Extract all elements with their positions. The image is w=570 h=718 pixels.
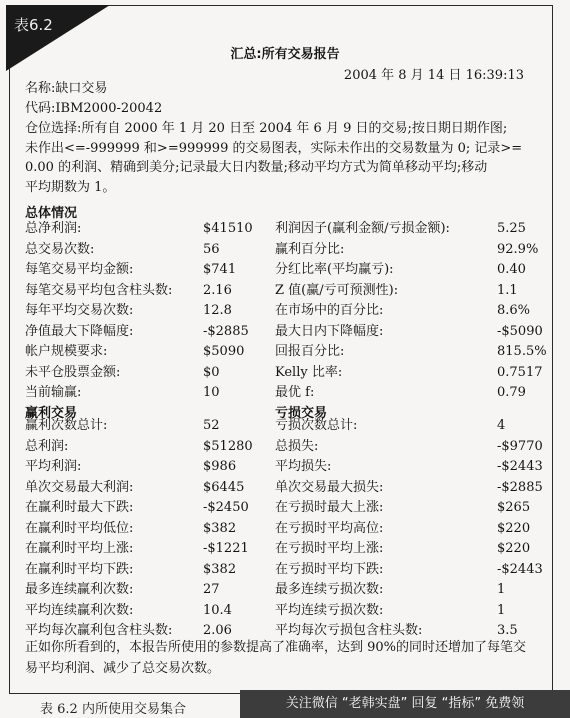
stat-row — [25, 580, 275, 601]
stat-value: -$5090 — [497, 323, 543, 339]
stat-value: 56 — [203, 241, 220, 257]
stat-row — [25, 363, 275, 384]
stat-label: 在亏损时平均上涨: — [275, 541, 384, 556]
stat-row — [275, 560, 545, 581]
stat-row — [275, 301, 545, 322]
stat-row — [275, 580, 545, 601]
stat-label: 当前输赢: — [25, 385, 82, 400]
stat-row — [25, 301, 275, 322]
stat-value: 8.6% — [497, 303, 531, 318]
stat-label: 最多连续赢利次数: — [25, 582, 134, 597]
stat-row — [275, 383, 545, 404]
stat-row — [275, 281, 545, 302]
stat-label: 在赢利时平均上涨: — [25, 541, 134, 556]
stat-value: 10 — [203, 385, 220, 400]
stat-row — [25, 416, 275, 437]
stat-value: $51280 — [203, 438, 253, 454]
winning-section-title: 赢利交易 — [25, 406, 78, 421]
stat-label: 未平仓股票金额: — [25, 364, 121, 380]
overall-section-title: 总体情况 — [25, 206, 78, 221]
selection-text — [25, 119, 530, 197]
stat-row — [275, 539, 545, 560]
stat-row — [25, 260, 275, 281]
stat-value: 10.4 — [203, 602, 232, 618]
stat-label: 平均每次赢利包含柱头数: — [25, 623, 173, 638]
winning-list — [25, 416, 275, 642]
stat-value: 2.06 — [203, 623, 232, 638]
report-meta — [25, 79, 530, 197]
overall-left-list — [25, 219, 275, 404]
stat-label: 在赢利时平均下跌: — [25, 561, 134, 577]
stat-value: -$2885 — [203, 323, 249, 339]
stat-value: $0 — [203, 364, 220, 380]
stat-value: -$9770 — [497, 438, 543, 454]
stat-row — [25, 498, 275, 519]
losing-list — [275, 416, 545, 642]
stat-value: $741 — [203, 262, 237, 277]
selection-line: 0.00 的利润、精确到美分;记录最大日内数量;移动平均方式为简单移动平均;移动 — [25, 160, 488, 175]
stat-label: 平均利润: — [25, 459, 82, 474]
stat-value: 1.1 — [497, 282, 518, 298]
losing-section-title: 亏损交易 — [275, 406, 328, 421]
stat-label: 利润因子(赢利金额/亏损金额): — [275, 221, 450, 236]
stat-label: 单次交易最大利润: — [25, 479, 134, 495]
stat-row — [275, 342, 545, 363]
stat-row — [275, 416, 545, 437]
stat-value: 5.25 — [497, 221, 526, 236]
stat-row — [275, 478, 545, 499]
stat-label: 回报百分比: — [275, 344, 345, 359]
stat-label: 赢利次数总计: — [25, 418, 108, 433]
stat-label: 在亏损时平均高位: — [275, 520, 384, 536]
stat-label: 帐户规模要求: — [25, 344, 108, 359]
stat-label: 平均每次亏损包含柱头数: — [275, 623, 423, 638]
stat-row — [275, 498, 545, 519]
stat-value: -$2450 — [203, 500, 249, 515]
stat-row — [25, 437, 275, 458]
stat-label: 分红比率(平均赢亏): — [275, 262, 394, 277]
stat-label: 在赢利时最大下跌: — [25, 500, 134, 515]
stat-label: 在亏损时平均下跌: — [275, 561, 384, 577]
stat-label: 每年平均交易次数: — [25, 303, 134, 318]
stat-value: $220 — [497, 541, 531, 556]
stat-row — [25, 219, 275, 240]
stat-label: 每笔交易平均包含柱头数: — [25, 282, 173, 298]
stat-label: 平均损失: — [275, 459, 332, 474]
stat-value: 0.79 — [497, 385, 526, 400]
stat-label: 总损失: — [275, 438, 319, 454]
stat-row — [25, 322, 275, 343]
stat-label: 亏损次数总计: — [275, 418, 358, 433]
stat-value: 0.7517 — [497, 364, 543, 380]
stat-value: -$2443 — [497, 561, 543, 577]
overall-right-list — [275, 219, 545, 404]
stat-value: -$1221 — [203, 541, 249, 556]
stat-value: 1 — [497, 582, 506, 597]
stat-value: $382 — [203, 520, 237, 536]
selection-line: 未作出<=-999999 和>=999999 的交易图表，实际未作出的交易数量为 0; 记录>= — [25, 140, 523, 156]
stat-row — [275, 437, 545, 458]
stat-row — [25, 383, 275, 404]
stat-row — [25, 560, 275, 581]
stat-label: 总净利润: — [25, 221, 82, 236]
stat-label: 在亏损时最大上涨: — [275, 500, 384, 515]
stat-label: 赢利百分比: — [275, 241, 345, 257]
stat-label: Kelly 比率: — [275, 364, 343, 380]
table-number: 表6.2 — [14, 16, 53, 34]
selection-line: 平均期数为 1。 — [25, 179, 116, 195]
stat-value: -$2885 — [497, 479, 543, 495]
stat-row — [25, 457, 275, 478]
stat-label: 在赢利时平均低位: — [25, 520, 134, 536]
code-line: 代码:IBM2000-20042 — [25, 101, 163, 116]
promo-banner: 关注微信 “老韩实盘” 回复 “指标” 免费领 — [240, 690, 570, 718]
stat-label: 平均连续赢利次数: — [25, 602, 134, 618]
selection-line: 仓位选择:所有自 2000 年 1 月 20 日至 2004 年 6 月 9 日的交易;按日期日期作图; — [25, 121, 508, 136]
stat-value: 4 — [497, 418, 506, 433]
stat-value: $41510 — [203, 221, 253, 236]
stat-row — [275, 519, 545, 540]
report-datetime: 2004 年 8 月 14 日 16:39:13 — [343, 68, 524, 83]
stat-label: 最优 f: — [275, 385, 315, 400]
stat-row — [275, 322, 545, 343]
stat-value: $220 — [497, 520, 531, 536]
stat-row — [275, 457, 545, 478]
stat-value: 3.5 — [497, 623, 518, 638]
stat-label: 在市场中的百分比: — [275, 303, 384, 318]
report-title: 汇总:所有交易报告 — [230, 47, 340, 62]
stat-label: 最多连续亏损次数: — [275, 582, 384, 597]
stat-value: $986 — [203, 459, 237, 474]
stat-value: 52 — [203, 418, 220, 433]
footer-caption: 表 6.2 内所使用交易集合 — [40, 702, 186, 717]
stat-row — [275, 601, 545, 622]
name-line: 名称:缺口交易 — [25, 81, 108, 96]
stat-row — [25, 601, 275, 622]
stat-label: 每笔交易平均金额: — [25, 262, 134, 277]
stat-row — [25, 519, 275, 540]
stat-row — [25, 281, 275, 302]
stat-row — [25, 342, 275, 363]
stat-value: -$2443 — [497, 459, 543, 474]
stat-value: $5090 — [203, 344, 245, 359]
stat-label: Z 值(赢/亏可预测性): — [275, 282, 399, 298]
stat-row — [25, 478, 275, 499]
stat-label: 单次交易最大损失: — [275, 479, 384, 495]
stat-value: 2.16 — [203, 282, 232, 298]
stat-value: 1 — [497, 602, 506, 618]
stat-label: 平均连续亏损次数: — [275, 602, 384, 618]
stat-value: $382 — [203, 561, 237, 577]
stat-row — [25, 240, 275, 261]
stat-row — [25, 539, 275, 560]
stat-row — [275, 260, 545, 281]
stat-value: 27 — [203, 582, 220, 597]
stat-row — [275, 240, 545, 261]
stat-row — [275, 363, 545, 384]
conclusion-paragraph: 正如你所看到的，本报告所使用的参数提高了准确率，达到 90%的同时还增加了每笔交易平均利润、减少了总交易次数。 — [25, 640, 527, 676]
stat-value: $265 — [497, 500, 531, 515]
stat-label: 总交易次数: — [25, 241, 95, 257]
stat-value: 12.8 — [203, 303, 232, 318]
stat-value: 815.5% — [497, 344, 547, 359]
stat-label: 净值最大下降幅度: — [25, 323, 134, 339]
stat-label: 最大日内下降幅度: — [275, 323, 384, 339]
stat-value: 0.40 — [497, 262, 526, 277]
stat-label: 总利润: — [25, 438, 69, 454]
stat-row — [275, 219, 545, 240]
stat-value: $6445 — [203, 479, 245, 495]
stat-value: 92.9% — [497, 241, 539, 257]
